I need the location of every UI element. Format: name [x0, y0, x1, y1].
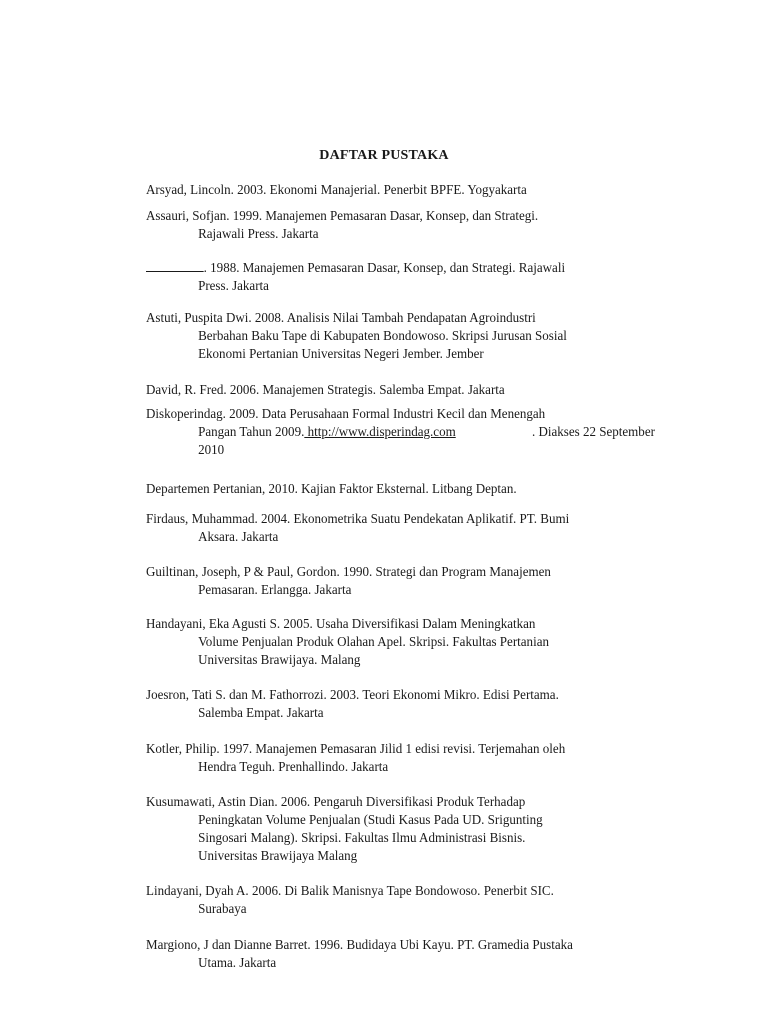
- reference-text: Pangan Tahun 2009.: [198, 425, 305, 440]
- reference-line: Kotler, Philip. 1997. Manajemen Pemasaran Jilid 1 edisi revisi. Terjemahan oleh: [146, 742, 566, 757]
- reference-line: Peningkatan Volume Penjualan (Studi Kasus Pada UD. Srigunting: [198, 813, 543, 828]
- reference-line: Volume Penjualan Produk Olahan Apel. Skripsi. Fakultas Pertanian: [198, 635, 549, 650]
- reference-line: Joesron, Tati S. dan M. Fathorrozi. 2003. Teori Ekonomi Mikro. Edisi Pertama.: [146, 688, 559, 703]
- reference-entry: [146, 937, 741, 973]
- reference-entry: [146, 564, 741, 600]
- reference-line: Margiono, J dan Dianne Barret. 1996. Budidaya Ubi Kayu. PT. Gramedia Pustaka: [146, 938, 573, 953]
- reference-entry: [146, 258, 741, 296]
- reference-line: [146, 258, 741, 278]
- website-link[interactable]: http://www.disperindag.com: [304, 425, 456, 440]
- page-title: DAFTAR PUSTAKA: [319, 148, 449, 163]
- reference-line: Arsyad, Lincoln. 2003. Ekonomi Manajerial. Penerbit BPFE. Yogyakarta: [146, 183, 527, 198]
- reference-line: Aksara. Jakarta: [198, 530, 279, 545]
- reference-entry: [146, 310, 741, 364]
- reference-line: Universitas Brawijaya. Malang: [198, 653, 361, 668]
- reference-line: Kusumawati, Astin Dian. 2006. Pengaruh Diversifikasi Produk Terhadap: [146, 795, 526, 810]
- reference-entry: [146, 883, 741, 919]
- reference-line: Press. Jakarta: [198, 279, 269, 294]
- reference-line: Universitas Brawijaya Malang: [198, 849, 358, 864]
- reference-line: [146, 424, 741, 442]
- reference-line: Utama. Jakarta: [198, 956, 277, 971]
- reference-entry: [146, 208, 741, 244]
- reference-line: Singosari Malang). Skripsi. Fakultas Ilmu Administrasi Bisnis.: [198, 831, 526, 846]
- reference-entry: [146, 687, 741, 723]
- reference-line: Surabaya: [198, 902, 247, 917]
- reference-entry: [146, 481, 741, 499]
- reference-line: Assauri, Sofjan. 1999. Manajemen Pemasaran Dasar, Konsep, dan Strategi.: [146, 209, 539, 224]
- reference-line: Departemen Pertanian, 2010. Kajian Faktor Eksternal. Litbang Deptan.: [146, 482, 517, 497]
- reference-line: Pemasaran. Erlangga. Jakarta: [198, 583, 352, 598]
- reference-line: Diskoperindag. 2009. Data Perusahaan Formal Industri Kecil dan Menengah: [146, 407, 546, 422]
- reference-line: Handayani, Eka Agusti S. 2005. Usaha Diversifikasi Dalam Meningkatkan: [146, 617, 536, 632]
- reference-line: 2010: [198, 443, 225, 458]
- reference-entry: [146, 511, 741, 547]
- reference-line: Salemba Empat. Jakarta: [198, 706, 324, 721]
- reference-line: David, R. Fred. 2006. Manajemen Strategis. Salemba Empat. Jakarta: [146, 383, 505, 398]
- reference-entry: [146, 182, 741, 200]
- reference-line: Lindayani, Dyah A. 2006. Di Balik Manisnya Tape Bondowoso. Penerbit SIC.: [146, 884, 554, 899]
- reference-entry: [146, 616, 741, 670]
- reference-line: Firdaus, Muhammad. 2004. Ekonometrika Suatu Pendekatan Aplikatif. PT. Bumi: [146, 512, 570, 527]
- reference-line: Rajawali Press. Jakarta: [198, 227, 319, 242]
- reference-line: Guiltinan, Joseph, P & Paul, Gordon. 1990. Strategi dan Program Manajemen: [146, 565, 551, 580]
- reference-entry: [146, 382, 741, 400]
- reference-entry: [146, 741, 741, 777]
- author-repeat-line: [146, 258, 204, 272]
- reference-line: Hendra Teguh. Prenhallindo. Jakarta: [198, 760, 389, 775]
- reference-text: . 1988. Manajemen Pemasaran Dasar, Konsep, dan Strategi. Rajawali: [203, 261, 566, 276]
- reference-line: Astuti, Puspita Dwi. 2008. Analisis Nilai Tambah Pendapatan Agroindustri: [146, 311, 536, 326]
- reference-line: Ekonomi Pertanian Universitas Negeri Jember. Jember: [198, 347, 484, 362]
- reference-text: . Diakses 22 September: [531, 425, 655, 440]
- reference-entry: [146, 794, 741, 866]
- reference-entry: [146, 406, 741, 460]
- reference-line: Berbahan Baku Tape di Kabupaten Bondowoso. Skripsi Jurusan Sosial: [198, 329, 567, 344]
